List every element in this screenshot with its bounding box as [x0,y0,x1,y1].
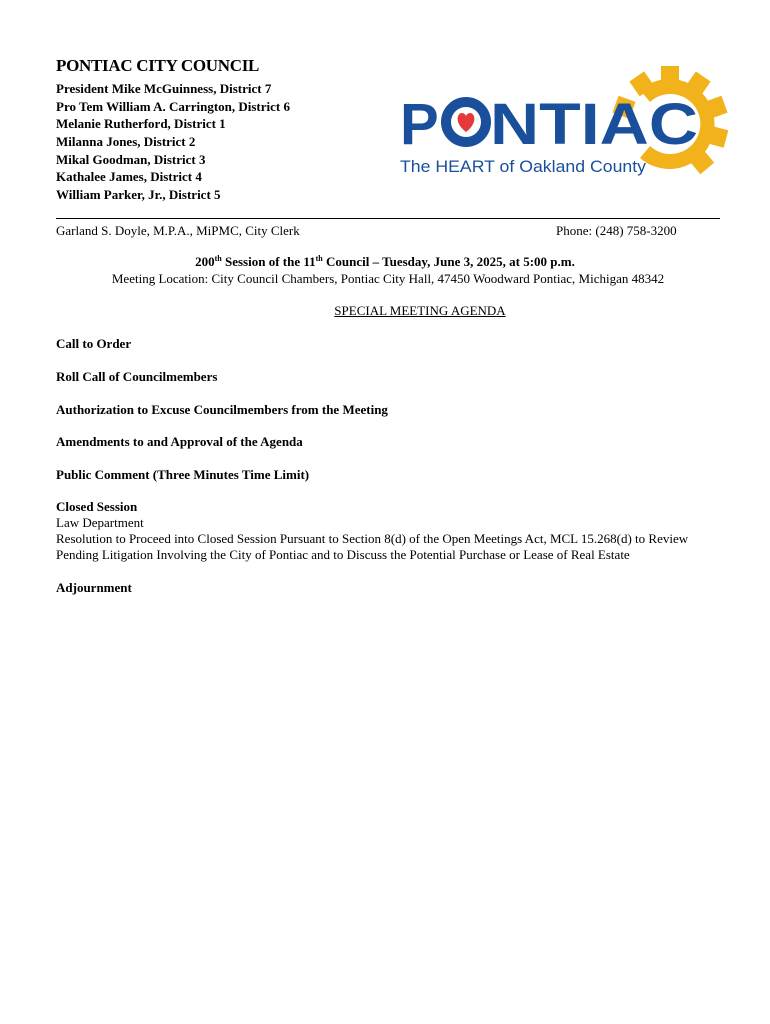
council-member: Pro Tem William A. Carrington, District 6 [56,98,290,114]
agenda-item-authorization: Authorization to Excuse Councilmembers from the Meeting [56,402,388,417]
meeting-location: Meeting Location: City Council Chambers, Pontiac City Hall, 47450 Woodward Pontiac, Michigan 48342 [111,271,665,286]
logo-wordmark-rest: NTIAC [490,92,698,157]
agenda-title: SPECIAL MEETING AGENDA [334,303,506,318]
council-member: President Mike McGuinness, District 7 [56,81,272,96]
agenda-item-adjournment: Adjournment [56,580,132,595]
agenda-item-closed-session: Closed Session [56,499,138,514]
law-department: Law Department [56,515,144,530]
council-title: PONTIAC CITY COUNCIL [56,56,260,75]
council-member: Kathalee James, District 4 [56,169,202,185]
agenda-item-amendments: Amendments to and Approval of the Agenda [56,434,303,449]
resolution-text-line-2: Pending Litigation Involving the City of Pontiac and to Discuss the Potential Purchase or Lease of Real Estate [56,547,630,562]
logo-wordmark-p: P [400,92,439,157]
council-member: William Parker, Jr., District 5 [56,187,221,203]
council-member: Milanna Jones, District 2 [56,134,196,150]
agenda-item-roll-call: Roll Call of Councilmembers [56,369,218,384]
council-member-list [56,80,290,204]
header-divider [56,218,720,219]
agenda-item-public-comment: Public Comment (Three Minutes Time Limit) [56,467,310,482]
resolution-text-line-1: Resolution to Proceed into Closed Session Pursuant to Section 8(d) of the Open Meetings Act, MCL 15.268(d) to Review [56,531,689,546]
council-member: Mikal Goodman, District 3 [56,151,206,167]
city-clerk: Garland S. Doyle, M.P.A., MiPMC, City Clerk [56,223,300,238]
agenda-item-call-to-order: Call to Order [56,336,132,351]
logo-tagline: The HEART of Oakland County [400,157,647,176]
phone-number: Phone: (248) 758-3200 [556,223,677,238]
heart-o-icon [446,102,486,142]
pontiac-logo [396,52,730,188]
session-heading: 200th Session of the 11th Council – Tuesday, June 3, 2025, at 5:00 p.m. [195,254,575,269]
council-member: Melanie Rutherford, District 1 [56,116,226,132]
